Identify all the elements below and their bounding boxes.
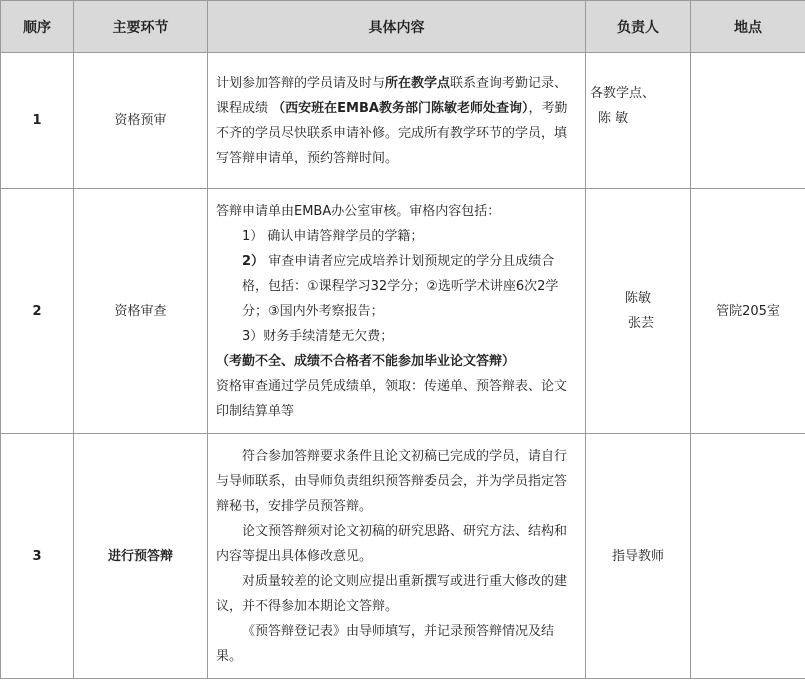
content-paragraph: 符合参加答辩要求条件且论文初稿已完成的学员，请自行与导师联系，由导师负责组织预答辩委员会，并为学员指定答辩秘书，安排学员预答辩。 xyxy=(216,448,568,514)
row-owner xyxy=(586,189,691,434)
table-row xyxy=(1,189,805,434)
content-bold-line: （考勤不全、成绩不合格者不能参加毕业论文答辩） xyxy=(216,353,516,369)
row-stage: 资格审查 xyxy=(74,189,208,434)
row-location: 管院205室 xyxy=(691,189,805,434)
row-location xyxy=(691,434,805,679)
table-row xyxy=(1,434,805,679)
content-line: 资格审查通过学员凭成绩单，领取：传递单、预答辩表、论文印制结算单等 xyxy=(216,378,568,419)
owner-line: 各教学点、 xyxy=(590,86,656,101)
row-content xyxy=(208,434,586,679)
row-stage: 进行预答辩 xyxy=(74,434,208,679)
table-header-row xyxy=(1,1,805,53)
content-line: 3）财务手续清楚无欠费； xyxy=(242,328,394,344)
header-content: 具体内容 xyxy=(208,1,586,53)
content-line: 答辩申请单由EMBA办公室审核。审格内容包括： xyxy=(216,203,501,219)
row-order: 1 xyxy=(1,53,74,189)
header-owner: 负责人 xyxy=(586,1,691,53)
row-owner xyxy=(586,434,691,679)
content-text: 审查申请者应完成培养计划预规定的学分且成绩合格，包括：①课程学习32学分；②选听学术讲座6次2学分；③国内外考察报告； xyxy=(242,253,559,319)
row-order: 3 xyxy=(1,434,74,679)
owner-line: 陈 敏 xyxy=(598,111,629,126)
row-stage: 资格预审 xyxy=(74,53,208,189)
content-bold-text: 所在教学点 xyxy=(385,75,451,91)
content-paragraph xyxy=(216,71,579,171)
content-line: 1） 确认申请答辩学员的学籍； xyxy=(242,228,424,244)
content-paragraph: 《预答辩登记表》由导师填写，并记录预答辩情况及结果。 xyxy=(216,623,555,664)
header-stage: 主要环节 xyxy=(74,1,208,53)
content-text: ，考勤不齐的学员尽快联系申请补修。完成所有教学环节的学员，填写答辩申请单，预约答辩时间。 xyxy=(216,100,568,166)
content-paragraph: 论文预答辩须对论文初稿的研究思路、研究方法、结构和内容等提出具体修改意见。 xyxy=(216,523,568,564)
header-location: 地点 xyxy=(691,1,805,53)
content-bold-text: （西安班在EMBA教务部门陈敏老师处查询） xyxy=(272,100,529,116)
owner-line: 陈敏 xyxy=(624,291,651,306)
content-line xyxy=(216,249,579,324)
content-paragraph: 对质量较差的论文则应提出重新撰写或进行重大修改的建议，并不得参加本期论文答辩。 xyxy=(216,573,568,614)
header-order: 顺序 xyxy=(1,1,74,53)
row-order: 2 xyxy=(1,189,74,434)
row-content xyxy=(208,189,586,434)
owner-line: 指导教师 xyxy=(611,548,664,564)
row-location xyxy=(691,53,805,189)
row-content xyxy=(208,53,586,189)
content-bold-text: 2） xyxy=(242,253,265,269)
owner-line: 张芸 xyxy=(627,316,654,331)
content-text: 联系查询考勤记录、课程成绩 xyxy=(216,75,568,116)
row-owner xyxy=(586,53,691,189)
content-text: 计划参加答辩的学员请及时与 xyxy=(216,75,386,91)
table-row xyxy=(1,53,805,189)
